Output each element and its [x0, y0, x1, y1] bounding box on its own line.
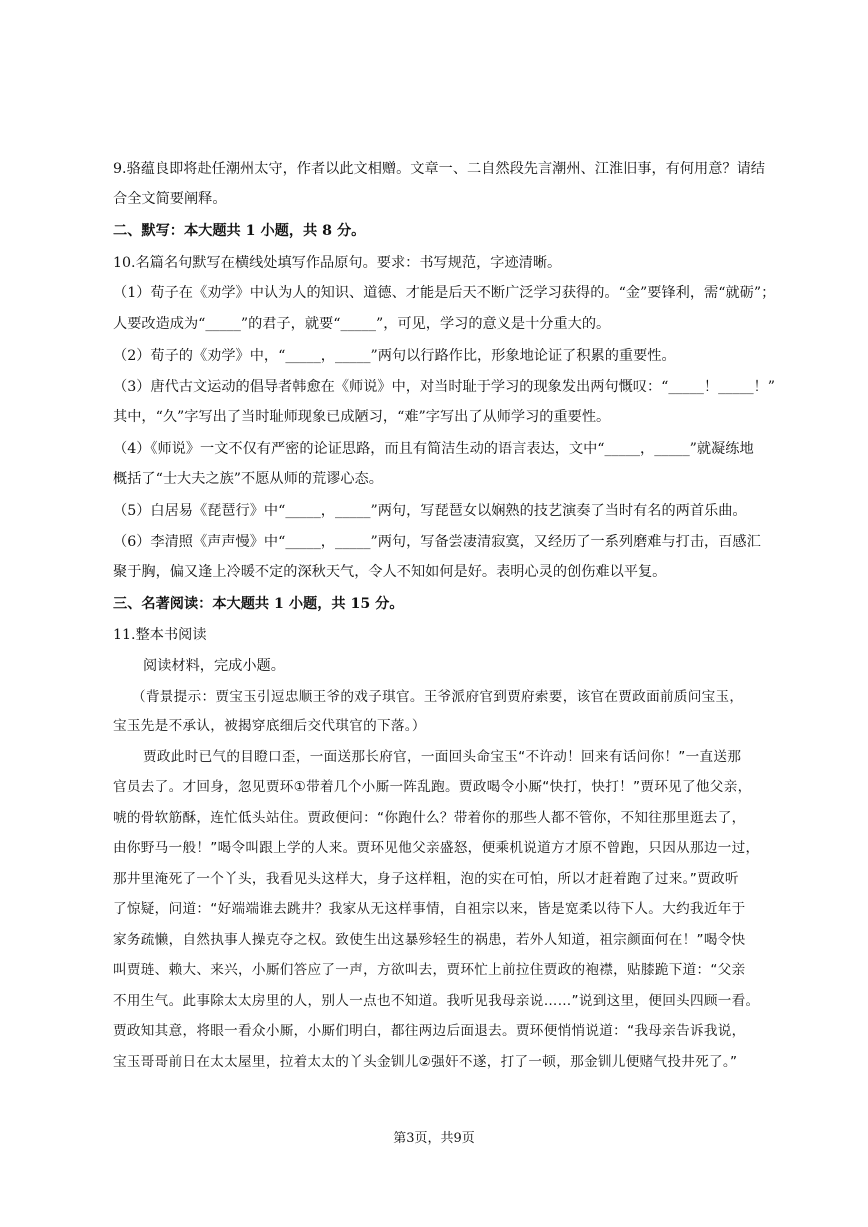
passage-line: 贾政知其意，将眼一看众小厮，小厮们明白，都往两边后面退去。贾环便悄悄说道：“我母亲告诉我说，: [113, 1023, 746, 1039]
passage-line: 唬的骨软筋酥，连忙低头站住。贾政便问：“你跑什么？带着你的那些人都不管你，不知往那里逛去了，: [113, 810, 746, 826]
question-10-item: （2）荀子的《劝学》中，“_____，_____”两句以行路作比，形象地论证了积累的重要性。: [113, 348, 676, 364]
passage-line: 家务疏懒，自然执事人操克夺之权。致使生出这暴殄轻生的祸患，若外人知道，祖宗颜面何在！”喝令快: [113, 932, 746, 948]
passage-line: 官员去了。才回身，忽见贾环①带着几个小厮一阵乱跑。贾政喝令小厮“快打，快打！”贾环见了他父亲，: [113, 779, 752, 795]
question-10-item: 其中，“久”字写出了当时耻师现象已成陋习，“难”字写出了从师学习的重要性。: [113, 409, 611, 425]
passage-line: 那井里淹死了一个丫头，我看见头这样大，身子这样粗，泡的实在可怕，所以才赶着跑了过来。”贾政听: [113, 871, 739, 887]
question-10-item: （6）李清照《声声慢》中“_____，_____”两句，写备尝凄清寂寞，又经历了一系列磨难与打击，百感汇: [113, 534, 761, 550]
question-11-instruction: 阅读材料，完成小题。: [143, 658, 285, 674]
question-9-line-2: 合全文简要阐释。: [113, 191, 227, 207]
question-10-item: （4）《师说》一文不仅有严密的论证思路，而且有简洁生动的语言表达，文中“_____，_____”就凝练地: [113, 441, 754, 457]
passage-line: 由你野马一般！”喝令叫跟上学的人来。贾环见他父亲盛怒，便乘机说道方才原不曾跑，只因从那边一过，: [113, 840, 760, 856]
question-9-line-1: 9.骆蕴良即将赴任潮州太守，作者以此文相赠。文章一、二自然段先言潮州、江淮旧事，有何用意？请结: [113, 161, 765, 177]
question-10-item: （5）白居易《琵琶行》中“_____，_____”两句，写琵琶女以娴熟的技艺演奏了当时有名的两首乐曲。: [113, 503, 747, 519]
question-10-item: 概括了“士大夫之族”不愿从师的荒谬心态。: [113, 471, 383, 487]
passage-line: 宝玉哥哥前日在太太屋里，拉着太太的丫头金钏儿②强奸不遂，打了一顿，那金钏儿便赌气投井死了。”: [113, 1054, 738, 1070]
question-10-item: 人要改造成为“_____”的君子，就要“_____”，可见，学习的意义是十分重大的。: [113, 316, 611, 332]
passage-line: 了惊疑，问道：“好端端谁去跳井？我家从无这样事情，自祖宗以来，皆是宽柔以待下人。大约我近年于: [113, 901, 746, 917]
passage-line: 不用生气。此事除太太房里的人，别人一点也不知道。我听见我母亲说……”说到这里，便回头四顾一看。: [113, 993, 760, 1009]
page-footer: 第3页，共9页: [393, 1131, 475, 1146]
question-10-item: （3）唐代古文运动的倡导者韩愈在《师说》中，对当时耻于学习的现象发出两句慨叹：“_____！_____！”: [113, 379, 775, 395]
question-10-item: （1）荀子在《劝学》中认为人的知识、道德、才能是后天不断广泛学习获得的。“金”要锋利，需“就砺”；: [113, 285, 776, 301]
passage-line: （背景提示：贾宝玉引逗忠顺王爷的戏子琪官。王爷派府官到贾府索要，该官在贾政面前质问宝玉，: [132, 689, 744, 705]
passage-line: 叫贾琏、赖大、来兴，小厮们答应了一声，方欲叫去，贾环忙上前拉住贾政的袍襟，贴膝跪下道：“父亲: [113, 962, 746, 978]
section-2-heading: 二、默写：本大题共 1 小题，共 8 分。: [113, 223, 366, 239]
question-10-intro: 10.名篇名句默写在横线处填写作品原句。要求：书写规范，字迹清晰。: [113, 255, 562, 271]
question-11-title: 11.整本书阅读: [113, 627, 207, 643]
section-3-heading: 三、名著阅读：本大题共 1 小题，共 15 分。: [113, 596, 404, 612]
passage-line: 宝玉先是不承认，被揭穿底细后交代琪官的下落。）: [113, 718, 426, 734]
question-10-item: 聚于胸，偏又逢上冷暖不定的深秋天气，令人不知如何是好。表明心灵的创伤难以平复。: [113, 564, 667, 580]
passage-line: 贾政此时已气的目瞪口歪，一面送那长府官，一面回头命宝玉“不许动！回来有话问你！”一直送那: [143, 749, 742, 765]
